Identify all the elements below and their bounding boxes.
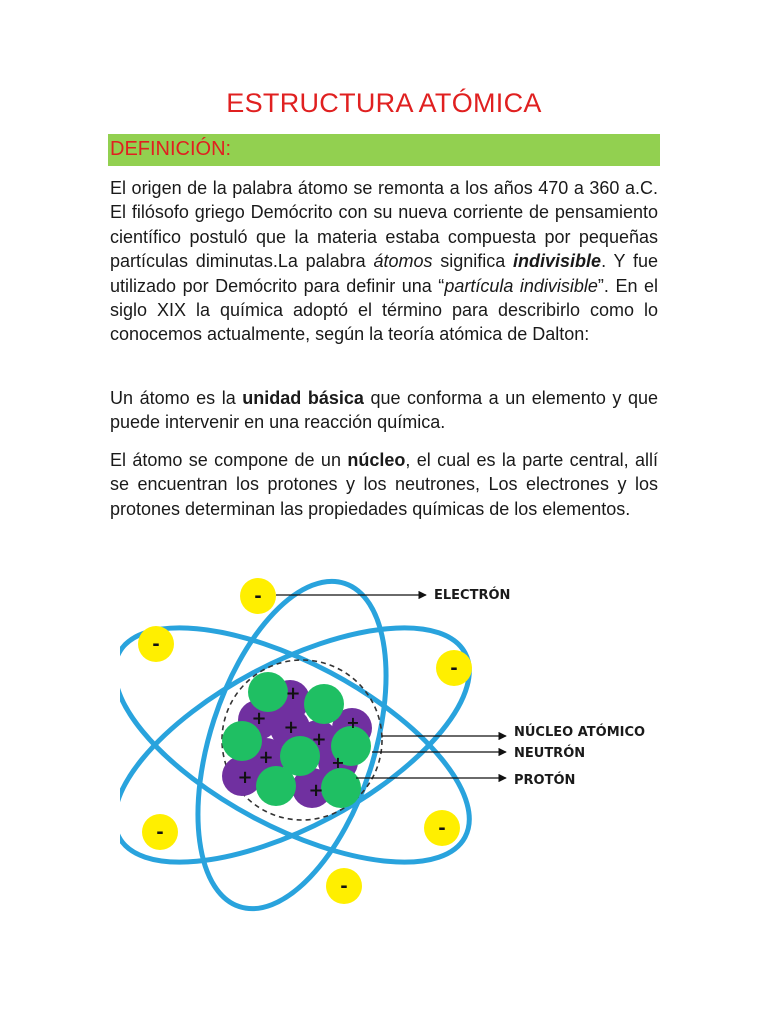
italic-term: átomos: [373, 251, 433, 272]
proton-sign: +: [258, 747, 274, 768]
proton-sign: +: [237, 767, 253, 788]
proton-sign: +: [331, 753, 345, 772]
neutron: [256, 766, 296, 806]
bold-term: núcleo: [347, 450, 406, 470]
electron-sign: -: [450, 658, 458, 679]
neutron: [248, 672, 288, 712]
proton-sign: +: [346, 713, 360, 732]
nucleus-label: NÚCLEO ATÓMICO: [514, 725, 646, 740]
bold-term: unidad básica: [242, 388, 364, 408]
italic-term: partícula indivisible: [444, 275, 598, 296]
electron-sign: -: [152, 634, 160, 655]
electron-sign: -: [438, 818, 446, 839]
paragraph-text: que conforma a un elemento y que puede intervenir en una reacción química.: [110, 388, 658, 433]
paragraph-text: . Y fue utilizado por Demócrito para definir una “: [110, 251, 658, 296]
paragraph-text: El átomo se compone de un: [110, 450, 348, 470]
proton-sign: +: [285, 683, 301, 704]
neutron-label: NEUTRÓN: [514, 746, 586, 761]
proton-sign: +: [283, 717, 299, 738]
paragraph-text: ”. En el siglo XIX la química adoptó el término para describirlo como lo conocemos actualmente, según la teoría atómica de Dalton:: [110, 275, 658, 345]
electron-label: ELECTRÓN: [434, 588, 511, 603]
section-heading-bar: [108, 134, 660, 166]
neutron: [321, 768, 361, 808]
electron-sign: -: [340, 876, 348, 897]
section-heading: DEFINICIÓN:: [110, 138, 232, 160]
paragraph-text: significa: [432, 251, 514, 272]
proton-sign: +: [311, 729, 327, 750]
proton-label: PROTÓN: [514, 773, 576, 788]
nucleus: [222, 672, 372, 808]
paragraph-text: Un átomo es la: [110, 388, 243, 408]
paragraph-text: , el cual es la parte central, allí se encuentran los protones y los neutrones, Los electrones y los protones determinan las propiedades químicas de los elementos.: [110, 450, 659, 519]
bold-italic-term: indivisible: [513, 251, 602, 272]
electron-sign: -: [156, 822, 164, 843]
proton-sign: +: [251, 708, 267, 729]
electron-sign: -: [254, 586, 262, 607]
paragraph-atom-composition: [110, 448, 658, 521]
paragraph-origin: [110, 176, 658, 347]
neutron: [304, 684, 344, 724]
page-title: ESTRUCTURA ATÓMICA: [226, 88, 542, 118]
proton-sign: +: [308, 780, 324, 801]
paragraph-text: El origen de la palabra átomo se remonta a los años 470 a 360 a.C. El filósofo griego Demócrito con su nueva corriente de pensamiento científico postuló que la materia estaba compuesta por pequeñas partículas diminutas.La palabra: [110, 178, 658, 272]
paragraph-atom-definition: [110, 386, 658, 435]
atom-diagram: [120, 560, 660, 940]
